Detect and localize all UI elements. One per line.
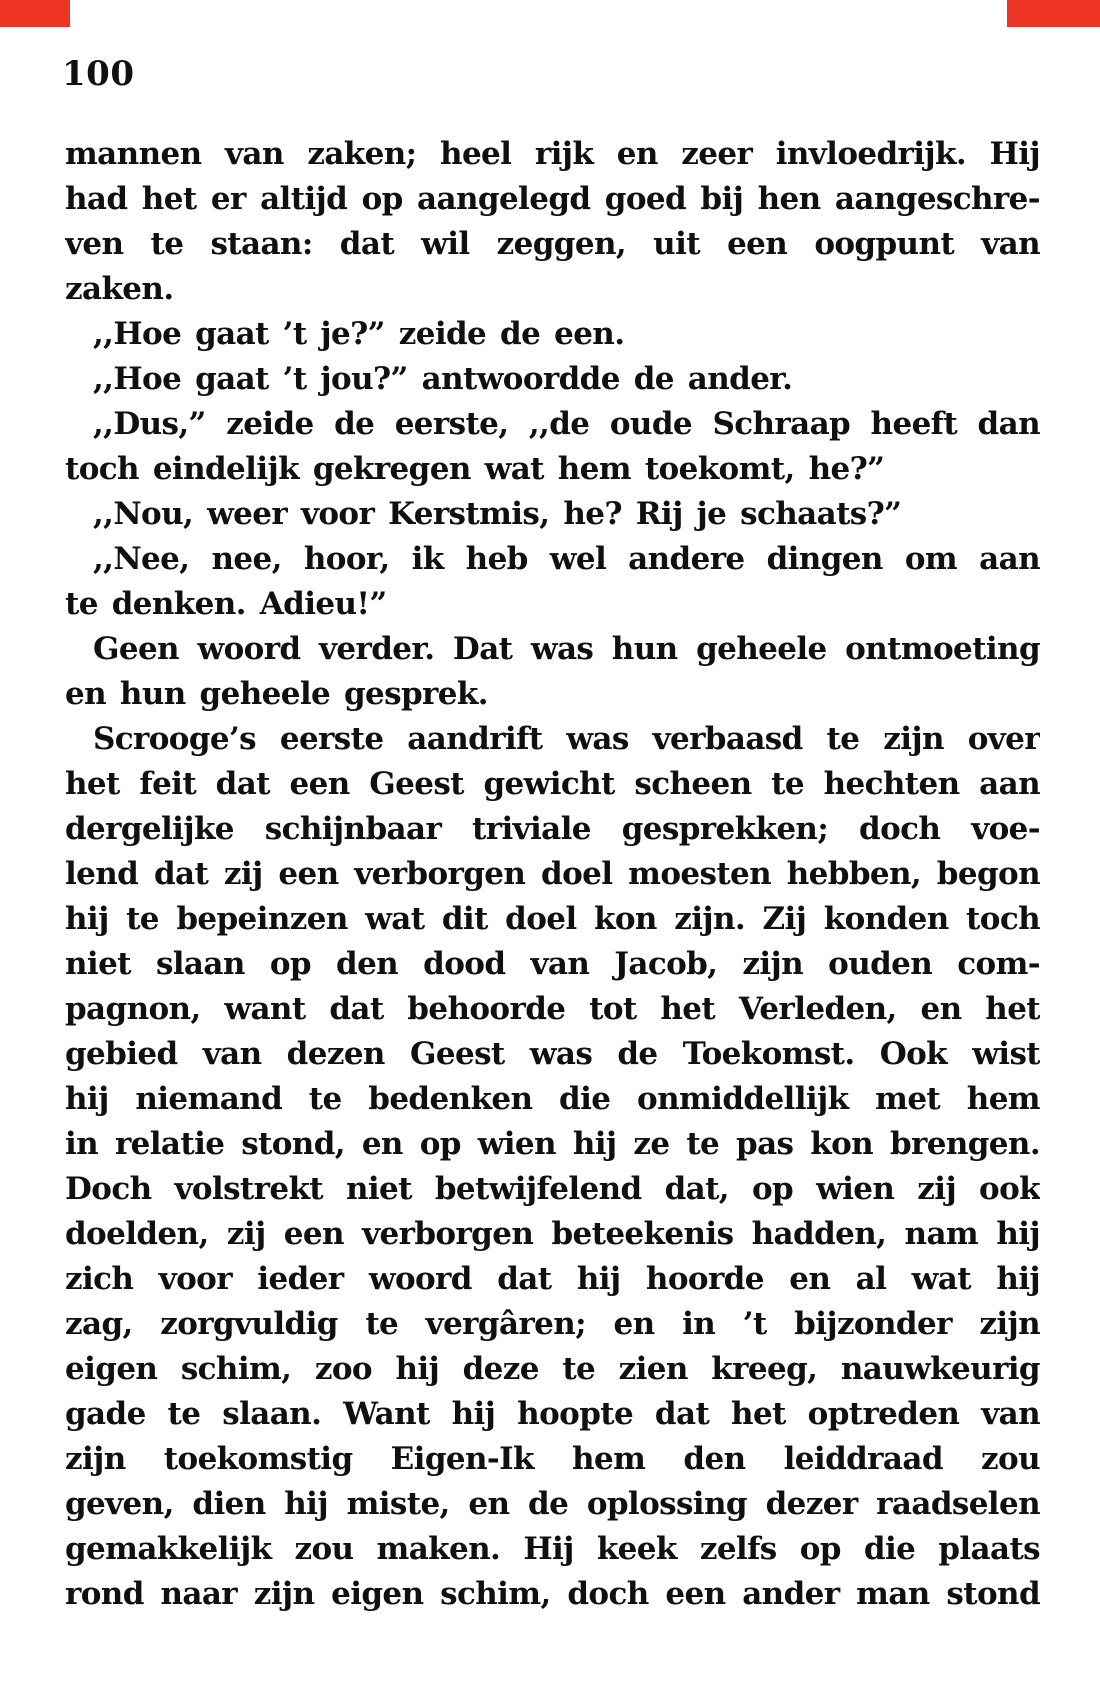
- text-line: het feit dat een Geest gewicht scheen te hechten aan: [65, 766, 1040, 802]
- page-number: 100: [62, 54, 135, 94]
- text-line: in relatie stond, en op wien hij ze te pas kon brengen.: [65, 1126, 1040, 1162]
- text-line: hij te bepeinzen wat dit doel kon zijn. Zij konden toch: [65, 901, 1040, 937]
- red-corner-mark-right: [1007, 0, 1100, 27]
- text-line: zijn toekomstig Eigen-Ik hem den leiddraad zou: [65, 1441, 1040, 1477]
- text-line: had het er altijd op aangelegd goed bij hen aangeschre-: [65, 181, 1040, 217]
- text-line: hij niemand te bedenken die onmiddellijk met hem: [65, 1081, 1040, 1117]
- text-line: Doch volstrekt niet betwijfelend dat, op wien zij ook: [65, 1171, 1040, 1207]
- text-line: lend dat zij een verborgen doel moesten hebben, begon: [65, 856, 1040, 892]
- text-line: ,,Hoe gaat ’t jou?” antwoordde de ander.: [93, 361, 793, 397]
- text-line: te denken. Adieu!”: [65, 586, 387, 622]
- text-line: zaken.: [65, 271, 174, 307]
- text-line: toch eindelijk gekregen wat hem toekomt, he?”: [65, 451, 885, 487]
- text-line: zag, zorgvuldig te vergâren; en in ’t bijzonder zijn: [65, 1306, 1040, 1342]
- page-text: [65, 132, 1040, 1617]
- text-line: Geen woord verder. Dat was hun geheele ontmoeting: [93, 631, 1040, 667]
- text-line: rond naar zijn eigen schim, doch een ander man stond: [65, 1576, 1040, 1612]
- text-line: ,,Hoe gaat ’t je?” zeide de een.: [93, 316, 625, 352]
- text-line: ,,Nee, nee, hoor, ik heb wel andere dingen om aan: [93, 541, 1040, 577]
- red-corner-mark-left: [0, 0, 70, 27]
- text-line: pagnon, want dat behoorde tot het Verleden, en het: [65, 991, 1040, 1027]
- text-line: gemakkelijk zou maken. Hij keek zelfs op die plaats: [65, 1531, 1040, 1567]
- text-line: Scrooge’s eerste aandrift was verbaasd te zijn over: [93, 721, 1040, 757]
- text-line: geven, dien hij miste, en de oplossing dezer raadselen: [65, 1486, 1040, 1522]
- text-line: ,,Nou, weer voor Kerstmis, he? Rij je schaats?”: [93, 496, 902, 532]
- text-line: gebied van dezen Geest was de Toekomst. Ook wist: [65, 1036, 1040, 1072]
- text-line: mannen van zaken; heel rijk en zeer invloedrijk. Hij: [65, 136, 1040, 172]
- text-line: ,,Dus,” zeide de eerste, ,,de oude Schraap heeft dan: [93, 406, 1040, 442]
- text-line: doelden, zij een verborgen beteekenis hadden, nam hij: [65, 1216, 1040, 1252]
- text-line: en hun geheele gesprek.: [65, 676, 488, 712]
- text-line: niet slaan op den dood van Jacob, zijn ouden com-: [65, 946, 1040, 982]
- text-line: ven te staan: dat wil zeggen, uit een oogpunt van: [65, 226, 1040, 262]
- text-line: dergelijke schijnbaar triviale gesprekken; doch voe-: [65, 811, 1040, 847]
- text-line: zich voor ieder woord dat hij hoorde en al wat hij: [65, 1261, 1040, 1297]
- text-line: gade te slaan. Want hij hoopte dat het optreden van: [65, 1396, 1040, 1432]
- text-line: eigen schim, zoo hij deze te zien kreeg, nauwkeurig: [65, 1351, 1040, 1387]
